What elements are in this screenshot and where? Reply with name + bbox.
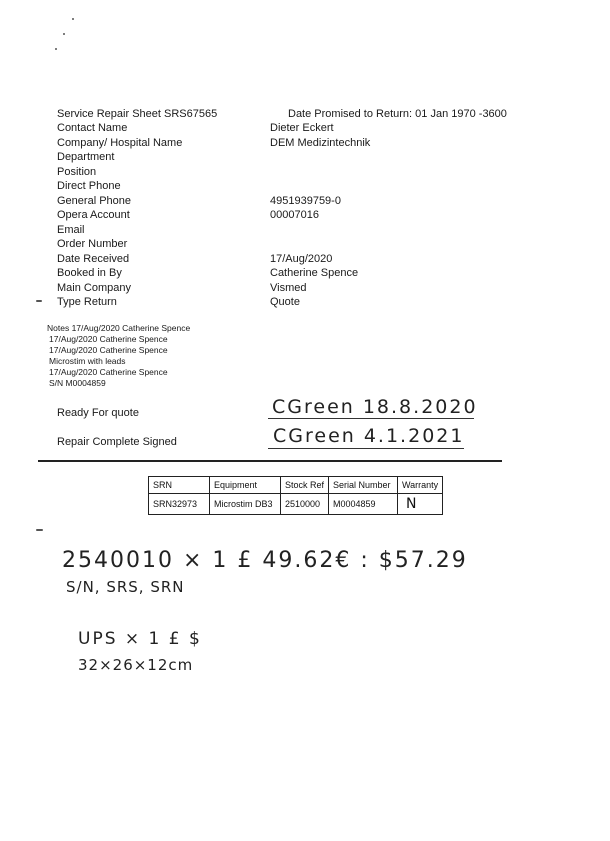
field-value-general-phone: 4951939759-0: [270, 195, 341, 207]
repair-complete-label: Repair Complete Signed: [57, 436, 177, 448]
cell-serial-number: M0004859: [329, 494, 398, 515]
scan-speck: [63, 33, 65, 35]
field-value-main-company: Vismed: [270, 282, 307, 294]
sheet-title: Service Repair Sheet SRS67565: [57, 108, 218, 120]
note-line: Notes 17/Aug/2020 Catherine Spence: [47, 323, 191, 333]
field-label-opera-account: Opera Account: [57, 209, 130, 221]
divider-line: [38, 460, 502, 462]
field-value-type-return: Quote: [270, 296, 300, 308]
cell-warranty: N: [398, 494, 443, 515]
field-label-department: Department: [57, 151, 115, 163]
note-line: 17/Aug/2020 Catherine Spence: [49, 345, 168, 355]
column-header-warranty: Warranty: [398, 477, 443, 494]
table-header-row: [149, 477, 443, 494]
ready-for-quote-signature: CGreen 18.8.2020: [272, 396, 478, 418]
field-label-general-phone: General Phone: [57, 195, 131, 207]
note-line: Microstim with leads: [49, 356, 126, 366]
handwritten-dimensions-line: 32×26×12cm: [78, 656, 194, 674]
cell-srn: SRN32973: [149, 494, 210, 515]
field-label-contact-name: Contact Name: [57, 122, 128, 134]
scan-speck: [36, 300, 42, 302]
signature-underline: [268, 448, 464, 449]
note-line: 17/Aug/2020 Catherine Spence: [49, 367, 168, 377]
field-label-order-number: Order Number: [57, 238, 128, 250]
column-header-stock-ref: Stock Ref: [281, 477, 329, 494]
field-label-main-company: Main Company: [57, 282, 131, 294]
field-label-company: Company/ Hospital Name: [57, 137, 183, 149]
field-value-company: DEM Medizintechnik: [270, 137, 371, 149]
field-value-contact-name: Dieter Eckert: [270, 122, 334, 134]
scan-speck: [72, 18, 74, 20]
table-row: [149, 494, 443, 515]
cell-stock-ref: 2510000: [281, 494, 329, 515]
column-header-serial-number: Serial Number: [329, 477, 398, 494]
field-label-booked-in-by: Booked in By: [57, 267, 122, 279]
handwritten-shipping-line: UPS × 1 £ $: [78, 629, 202, 649]
scan-speck: [36, 529, 43, 531]
repair-complete-signature: CGreen 4.1.2021: [273, 425, 465, 447]
field-label-type-return: Type Return: [57, 296, 117, 308]
field-value-booked-in-by: Catherine Spence: [270, 267, 359, 279]
note-line: 17/Aug/2020 Catherine Spence: [49, 334, 168, 344]
signature-underline: [268, 418, 474, 419]
column-header-srn: SRN: [149, 477, 210, 494]
field-label-position: Position: [57, 166, 97, 178]
scan-speck: [55, 48, 57, 50]
column-header-equipment: Equipment: [210, 477, 281, 494]
handwritten-refs-line: S/N, SRS, SRN: [66, 578, 185, 596]
ready-for-quote-label: Ready For quote: [57, 407, 139, 419]
notes-block: [47, 323, 190, 389]
field-value-date-received: 17/Aug/2020: [270, 253, 333, 265]
equipment-table: [148, 476, 443, 515]
handwritten-price-line: 2540010 × 1 £ 49.62€ : $57.29: [62, 548, 468, 573]
cell-equipment: Microstim DB3: [210, 494, 281, 515]
date-promised: Date Promised to Return: 01 Jan 1970 -3600: [288, 108, 507, 120]
field-label-email: Email: [57, 224, 85, 236]
field-label-direct-phone: Direct Phone: [57, 180, 121, 192]
field-label-date-received: Date Received: [57, 253, 130, 265]
note-line: S/N M0004859: [49, 378, 106, 388]
field-value-opera-account: 00007016: [270, 209, 319, 221]
